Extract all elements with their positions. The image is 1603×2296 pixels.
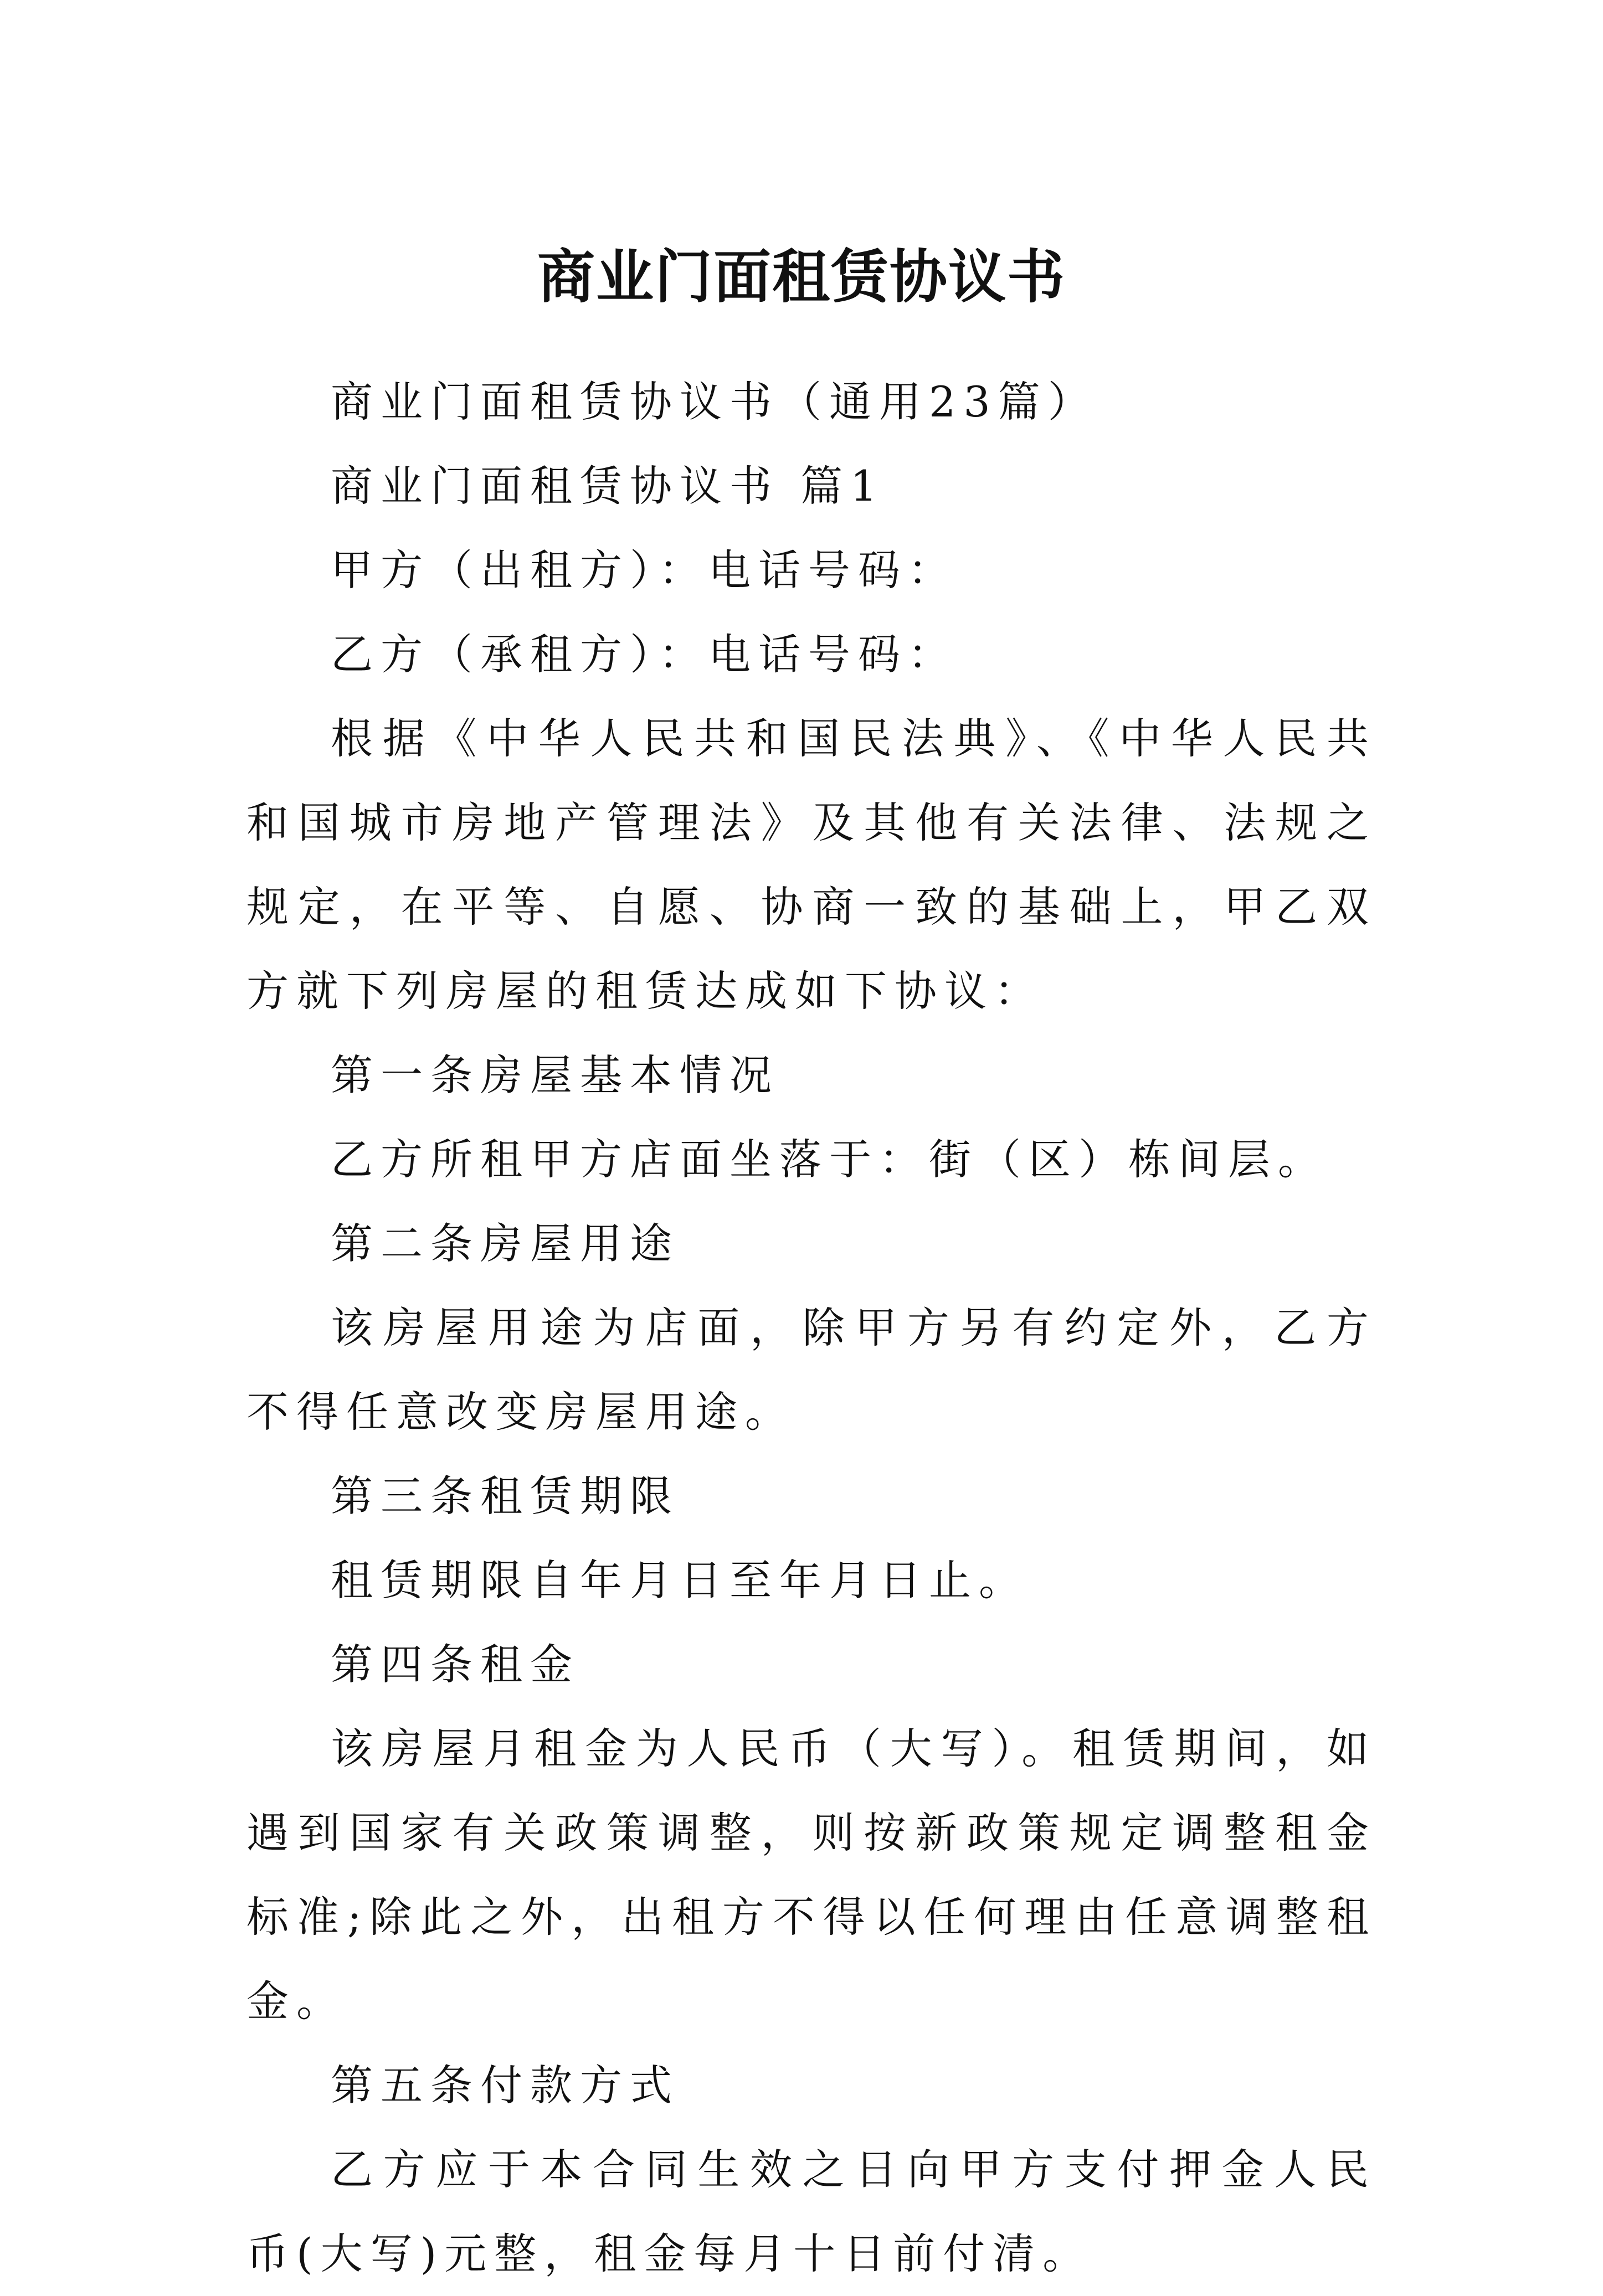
article-2-body: 该房屋用途为店面，除甲方另有约定外，乙方不得任意改变房屋用途。: [246, 1303, 1376, 1437]
article-5-body: 乙方应于本合同生效之日向甲方支付押金人民币(大写)元整，租金每月十日前付清。: [246, 2145, 1376, 2278]
paragraph-heading: 商业门面租赁协议书（通用23篇）: [331, 377, 1098, 426]
party-b-line: 乙方（承租方）：电话号码：: [331, 630, 958, 679]
article-1-body: 乙方所租甲方店面坐落于：街（区）栋间层。: [331, 1135, 1328, 1184]
article-3-body: 租赁期限自年月日至年月日止。: [331, 1556, 1029, 1605]
article-4-heading: 第四条租金: [331, 1640, 580, 1689]
article-5-heading: 第五条付款方式: [331, 2061, 680, 2110]
document-title: 商业门面租赁协议书: [537, 242, 1066, 311]
article-4-body: 该房屋月租金为人民币（大写）。租赁期间，如遇到国家有关政策调整，则按新政策规定调整租金标准;除此之外，出租方不得以任何理由任意调整租金。: [246, 1724, 1376, 2026]
party-a-line: 甲方（出租方）：电话号码：: [331, 545, 958, 595]
article-2-heading: 第二条房屋用途: [331, 1219, 680, 1268]
document-body: [246, 360, 1376, 2296]
article-3-heading: 第三条租赁期限: [331, 1471, 680, 1521]
preamble-paragraph: 根据《中华人民共和国民法典》、《中华人民共和国城市房地产管理法》及其他有关法律、法规之规定，在平等、自愿、协商一致的基础上，甲乙双方就下列房屋的租赁达成如下协议：: [246, 714, 1376, 1016]
paragraph-section-label: 商业门面租赁协议书 篇1: [331, 461, 885, 511]
article-1-heading: 第一条房屋基本情况: [331, 1051, 779, 1100]
